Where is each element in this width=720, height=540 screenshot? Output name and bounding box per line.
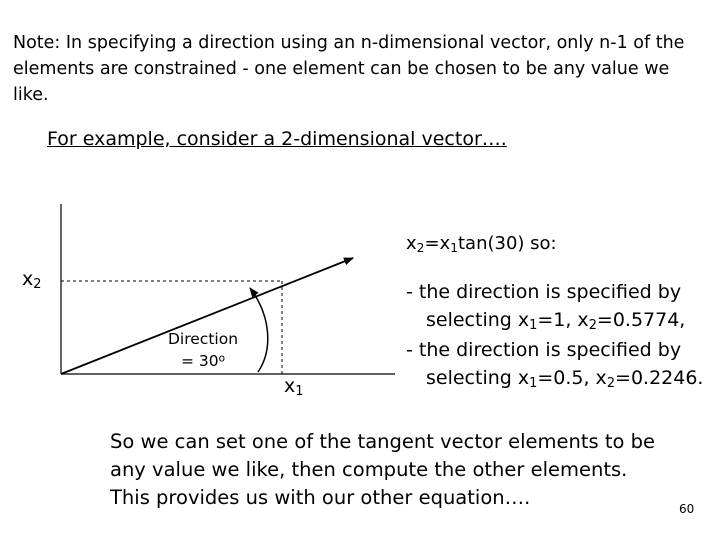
bullet-item: - the direction is specified by selecting $x_1=0.5$, $x_2=0.2246$. <box>406 339 704 392</box>
bullet-item: - the direction is specified by selecting $x_1=1$, $x_2=0.5774$, <box>406 281 686 334</box>
example-heading: For example, consider a 2-dimensional vector…. <box>47 128 507 150</box>
angle-label: Direction = $30^o$ <box>168 330 239 370</box>
tangent-equation: $x_2=x_1\tan(30)$ so: <box>406 233 557 256</box>
note-paragraph: Note: In specifying a direction using an n-dimensional vector, only n-1 of the elements are constrained - one element can be chosen to be any value we like. <box>13 33 685 105</box>
page-number: 60 <box>679 502 695 516</box>
x1-axis-label: $x_1$ <box>284 375 304 400</box>
x2-axis-label: $x_2$ <box>22 268 42 293</box>
conclusion-paragraph: So we can set one of the tangent vector elements to be any value we like, then compute the other elements. This provides us with our other equation…. <box>110 430 656 509</box>
angle-arc <box>250 288 268 372</box>
